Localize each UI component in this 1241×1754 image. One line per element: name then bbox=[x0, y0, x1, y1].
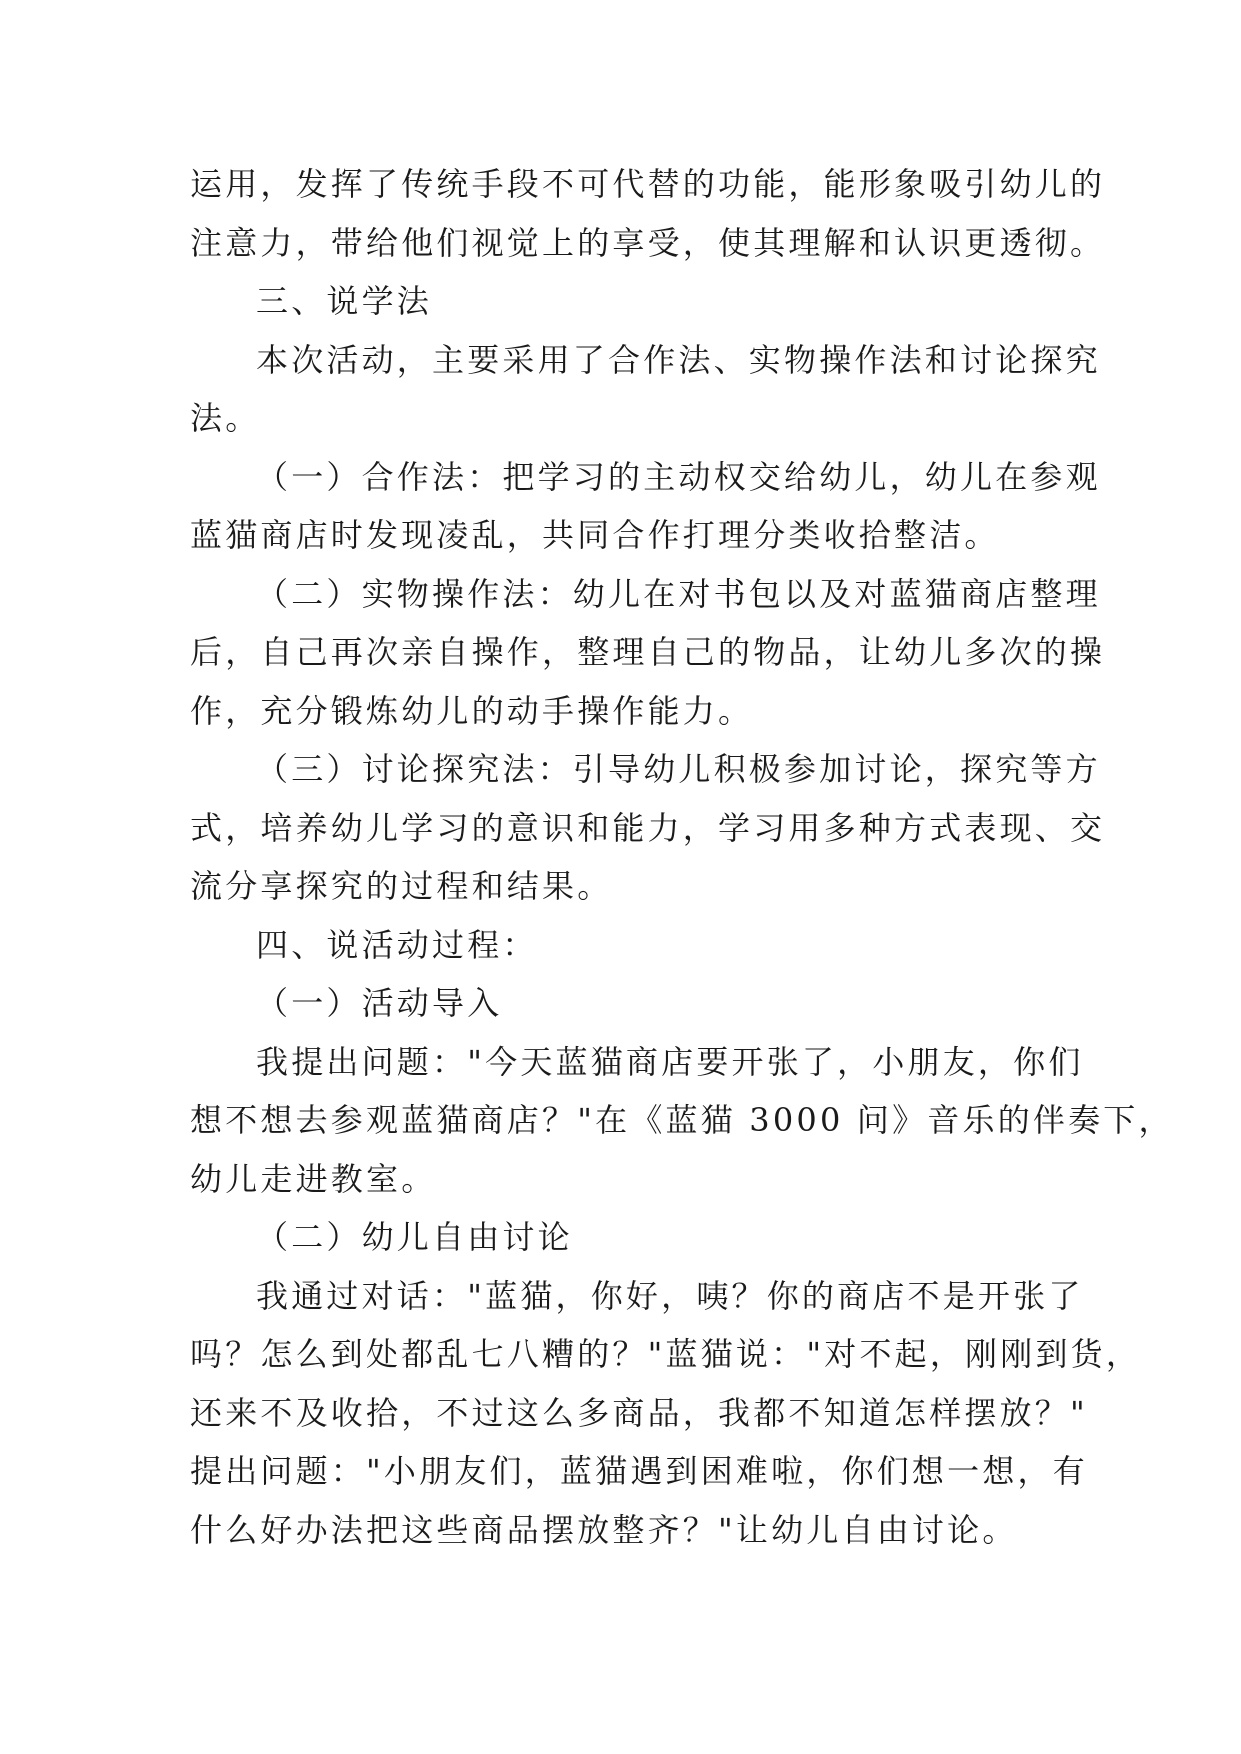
text-line: 蓝猫商店时发现凌乱，共同合作打理分类收拾整洁。 bbox=[190, 516, 1000, 554]
section-heading: 三、说学法 bbox=[256, 282, 433, 320]
text-line: 作，充分锻炼幼儿的动手操作能力。 bbox=[190, 691, 754, 730]
document-page bbox=[190, 155, 1174, 1559]
text-line: 法。 bbox=[190, 399, 261, 437]
section-heading: 四、说活动过程： bbox=[256, 925, 538, 964]
text-line: 想不想去参观蓝猫商店？"在《蓝猫 3000 问》音乐的伴奏下， bbox=[190, 1101, 1174, 1139]
text-line: 什么好办法把这些商品摆放整齐？"让幼儿自由讨论。 bbox=[190, 1510, 1018, 1549]
subsection-heading: （二）幼儿自由讨论 bbox=[256, 1218, 573, 1256]
text-line: 后，自己再次亲自操作，整理自己的物品，让幼儿多次的操 bbox=[190, 633, 1106, 671]
text-line: 运用，发挥了传统手段不可代替的功能，能形象吸引幼儿的 bbox=[190, 165, 1106, 203]
text-line: 还来不及收拾，不过这么多商品，我都不知道怎样摆放？" bbox=[190, 1393, 1088, 1432]
text-line: 注意力，带给他们视觉上的享受，使其理解和认识更透彻。 bbox=[190, 223, 1106, 262]
text-line: （三）讨论探究法：引导幼儿积极参加讨论，探究等方 bbox=[256, 750, 1101, 788]
text-line: 式，培养幼儿学习的意识和能力，学习用多种方式表现、交 bbox=[190, 808, 1106, 847]
subsection-heading: （一）活动导入 bbox=[256, 984, 503, 1022]
text-line: 本次活动，主要采用了合作法、实物操作法和讨论探究 bbox=[256, 340, 1101, 379]
text-line: 吗？怎么到处都乱七八糟的？"蓝猫说："对不起，刚刚到货， bbox=[190, 1335, 1142, 1373]
text-line: 我通过对话："蓝猫，你好，咦？你的商店不是开张了 bbox=[256, 1276, 1084, 1315]
text-line: （一）合作法：把学习的主动权交给幼儿，幼儿在参观 bbox=[256, 457, 1101, 496]
text-line: 流分享探究的过程和结果。 bbox=[190, 867, 613, 905]
text-line: 提出问题："小朋友们，蓝猫遇到困难啦，你们想一想，有 bbox=[190, 1452, 1088, 1490]
text-line: 幼儿走进教室。 bbox=[190, 1159, 437, 1198]
text-line: （二）实物操作法：幼儿在对书包以及对蓝猫商店整理 bbox=[256, 574, 1101, 613]
text-line: 我提出问题："今天蓝猫商店要开张了，小朋友，你们 bbox=[256, 1042, 1084, 1081]
